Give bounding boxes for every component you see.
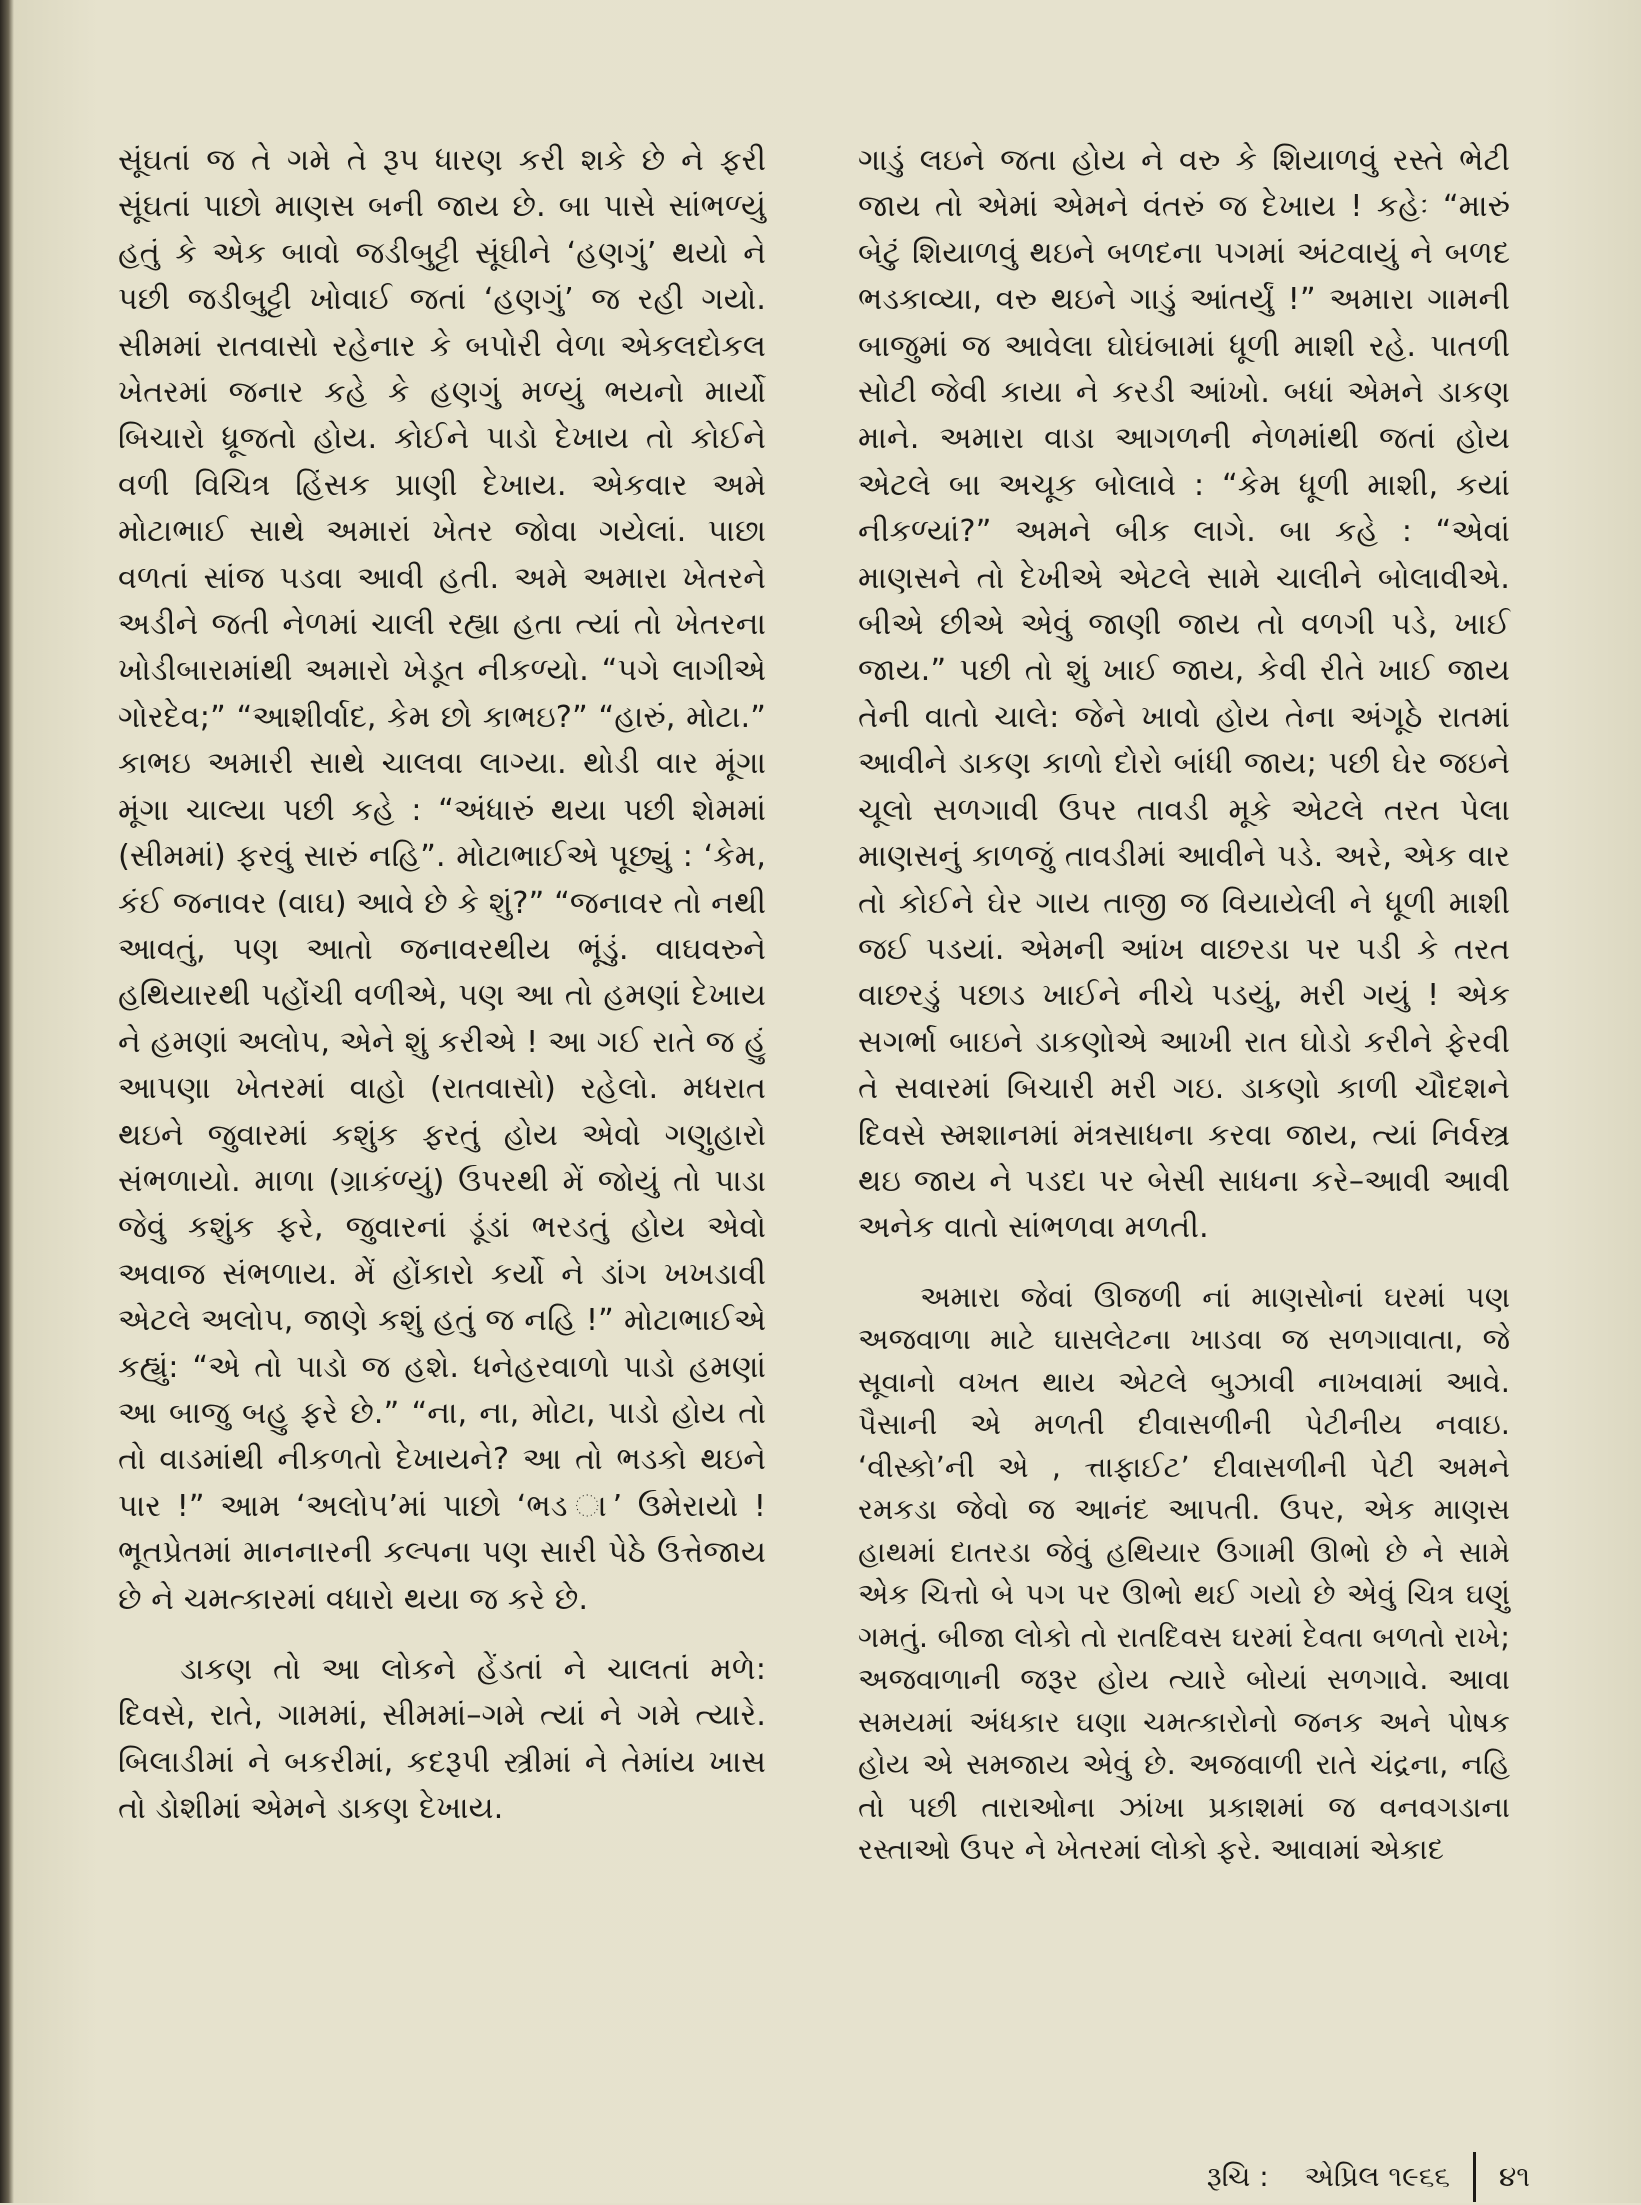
page-footer — [1130, 2148, 1530, 2204]
paragraph: સૂંઘતાં જ તે ગમે તે રૂપ ધારણ કરી શકે છે ને ફરી સૂંઘતાં પાછો માણસ બની જાય છે. બા પાસે સાંભળ્યું હતું કે એક બાવો જડીબુટ્ટી સૂંઘીને ‘હણગું’ થયો ને પછી જડીબુટ્ટી ખોવાઈ જતાં ‘હણગું’ જ રહી ગયો. સીમમાં રાતવાસો રહેનાર કે બપોરી વેળા એકલદોકલ ખેતરમાં જનાર કહે કે હણગું મળ્યું ભયનો માર્યો બિચારો ધ્રૂજતો હોય. કોઈને પાડો દેખાય તો કોઈને વળી વિચિત્ર હિંસક પ્રાણી દેખાય. એકવાર અમે મોટાભાઈ સાથે અમારાં ખેતર જોવા ગયેલાં. પાછા વળતાં સાંજ પડવા આવી હતી. અમે અમારા ખેતરને અડીને જતી નેળમાં ચાલી રહ્યા હતા ત્યાં તો ખેતરના ખોડીબારામાંથી અમારો ખેડૂત નીકળ્યો. “પગે લાગીએ ગોરદેવ;” “આશીર્વાદ, કેમ છો કાભઇ?” “હારું, મોટા.” કાભઇ અમારી સાથે ચાલવા લાગ્યા. થોડી વાર મૂંગા મૂંગા ચાલ્યા પછી કહે : “અંધારું થયા પછી શેમમાં (સીમમાં) ફરવું સારું નહિ”. મોટાભાઈએ પૂછ્યું : ‘કેમ, કંઈ જનાવર (વાઘ) આવે છે કે શું?” “જનાવર તો નથી આવતું, પણ આતો જનાવરથીય ભૂંડું. વાઘવરુને હથિયારથી પહોંચી વળીએ, પણ આ તો હમણાં દેખાય ને હમણાં અલોપ, એને શું કરીએ ! આ ગઈ રાતે જ હું આપણા ખેતરમાં વાહો (રાતવાસો) રહેલો. મધરાત થઇને જુવારમાં કશુંક ફરતું હોય એવો ગણુહારો સંભળાયો. માળા (ગ્રાકંળ્યું) ઉપરથી મેં જોયું તો પાડા જેવું કશુંક ફરે, જુવારનાં ડૂંડાં ભરડતું હોય એવો અવાજ સંભળાય. મેં હોંકારો કર્યો ને ડાંગ ખખડાવી એટલે અલોપ, જાણે કશું હતું જ નહિ !” મોટાભાઈએ કહ્યું: “એ તો પાડો જ હશે. ધનેહરવાળો પાડો હમણાં આ બાજુ બહુ ફરે છે.” “ના, ના, મોટા, પાડો હોય તો તો વાડમાંથી નીકળતો દેખાયને? આ તો ભડકો થઇને પાર !” આમ ‘અલોપ’માં પાછો ‘ભડ ા’ ઉમેરાયો ! ભૂતપ્રેતમાં માનનારની કલ્પના પણ સારી પેઠે ઉત્તેજાય છે ને ચમત્કારમાં વધારો થયા જ કરે છે. — [118, 143, 766, 1617]
right-column — [858, 138, 1510, 1871]
left-column — [118, 138, 766, 1833]
binding-shadow — [0, 0, 14, 2203]
footer-divider — [1473, 2152, 1476, 2202]
paragraph: ડાકણ તો આ લોકને હેંડતાં ને ચાલતાં મળે: દિવસે, રાતે, ગામમાં, સીમમાં–ગમે ત્યાં ને ગમે ત્યારે. બિલાડીમાં ને બકરીમાં, કદરૂપી સ્ત્રીમાં ને તેમાંય ખાસ તો ડોશીમાં એમને ડાકણ દેખાય. — [118, 1652, 766, 1827]
paragraph: અમારા જેવાં ઊજળી નાં માણસોનાં ઘરમાં પણ અજવાળા માટે ઘાસલેટના ખાડવા જ સળગાવાતા, જે સૂવાનો વખત થાય એટલે બુઝાવી નાખવામાં આવે. પૈસાની એ મળતી દીવાસળીની પેટીનીય નવાઇ. ‘વીસ્કો’ની એ , ત્તાફાઈટ’ દીવાસળીની પેટી અમને રમકડા જેવો જ આનંદ આપતી. ઉપર, એક માણસ હાથમાં દાતરડા જેવું હથિયાર ઉગામી ઊભો છે ને સામે એક ચિત્તો બે પગ પર ઊભો થઈ ગયો છે એવું ચિત્ર ઘણું ગમતું. બીજા લોકો તો રાતદિવસ ઘરમાં દેવતા બળતો રાખે; અજવાળાની જરૂર હોય ત્યારે બોયાં સળગાવે. આવા સમયમાં અંધકાર ઘણા ચમત્કારોનો જનક અને પોષક હોય એ સમજાય એવું છે. અજવાળી રાતે ચંદ્રના, નહિ તો પછી તારાઓના ઝાંખા પ્રકાશમાં જ વનવગડાના રસ્તાઓ ઉપર ને ખેતરમાં લોકો ફરે. આવામાં એકાદ — [858, 1279, 1510, 1867]
page-number: ૪૧ — [1498, 2160, 1530, 2193]
magazine-name: રૂચિ : — [1206, 2160, 1269, 2193]
issue-date: એપ્રિલ ૧૯૬૬ — [1304, 2160, 1451, 2193]
paragraph: ગાડું લઇને જતા હોય ને વરુ કે શિયાળવું રસ્તે ભેટી જાય તો એમાં એમને વંતરું જ દેખાય ! કહેઃ “મારું બેટું શિયાળવું થઇને બળદના પગમાં અંટવાયું ને બળદ ભડકાવ્યા, વરુ થઇને ગાડું આંતર્યું !” અમારા ગામની બાજુમાં જ આવેલા ઘોઘંબામાં ધૂળી માશી રહે. પાતળી સોટી જેવી કાયા ને કરડી આંખો. બધાં એમને ડાકણ માને. અમારા વાડા આગળની નેળમાંથી જતાં હોય એટલે બા અચૂક બોલાવે : “કેમ ધૂળી માશી, કયાં નીકળ્યાં?” અમને બીક લાગે. બા કહે : “એવાં માણસને તો દેખીએ એટલે સામે ચાલીને બોલાવીએ. બીએ છીએ એવું જાણી જાય તો વળગી પડે, ખાઈ જાય.” પછી તો શું ખાઈ જાય, કેવી રીતે ખાઈ જાય તેની વાતો ચાલે: જેને ખાવો હોય તેના અંગૂઠે રાતમાં આવીને ડાકણ કાળો દોરો બાંધી જાય; પછી ઘેર જઇને ચૂલો સળગાવી ઉપર તાવડી મૂકે એટલે તરત પેલા માણસનું કાળજું તાવડીમાં આવીને પડે. અરે, એક વાર તો કોઈને ઘેર ગાય તાજી જ વિયાયેલી ને ધૂળી માશી જઈ પડયાં. એમની આંખ વાછરડા પર પડી કે તરત વાછરડું પછાડ ખાઈને નીચે પડયું, મરી ગયું ! એક સગર્ભા બાઇને ડાકણોએ આખી રાત ઘોડો કરીને ફેરવી તે સવારમાં બિચારી મરી ગઇ. ડાકણો કાળી ચૌદશને દિવસે સ્મશાનમાં મંત્રસાધના કરવા જાય, ત્યાં નિર્વસ્ત્ર થઇ જાય ને પડદા પર બેસી સાધના કરે–આવી આવી અનેક વાતો સાંભળવા મળતી. — [858, 143, 1510, 1246]
